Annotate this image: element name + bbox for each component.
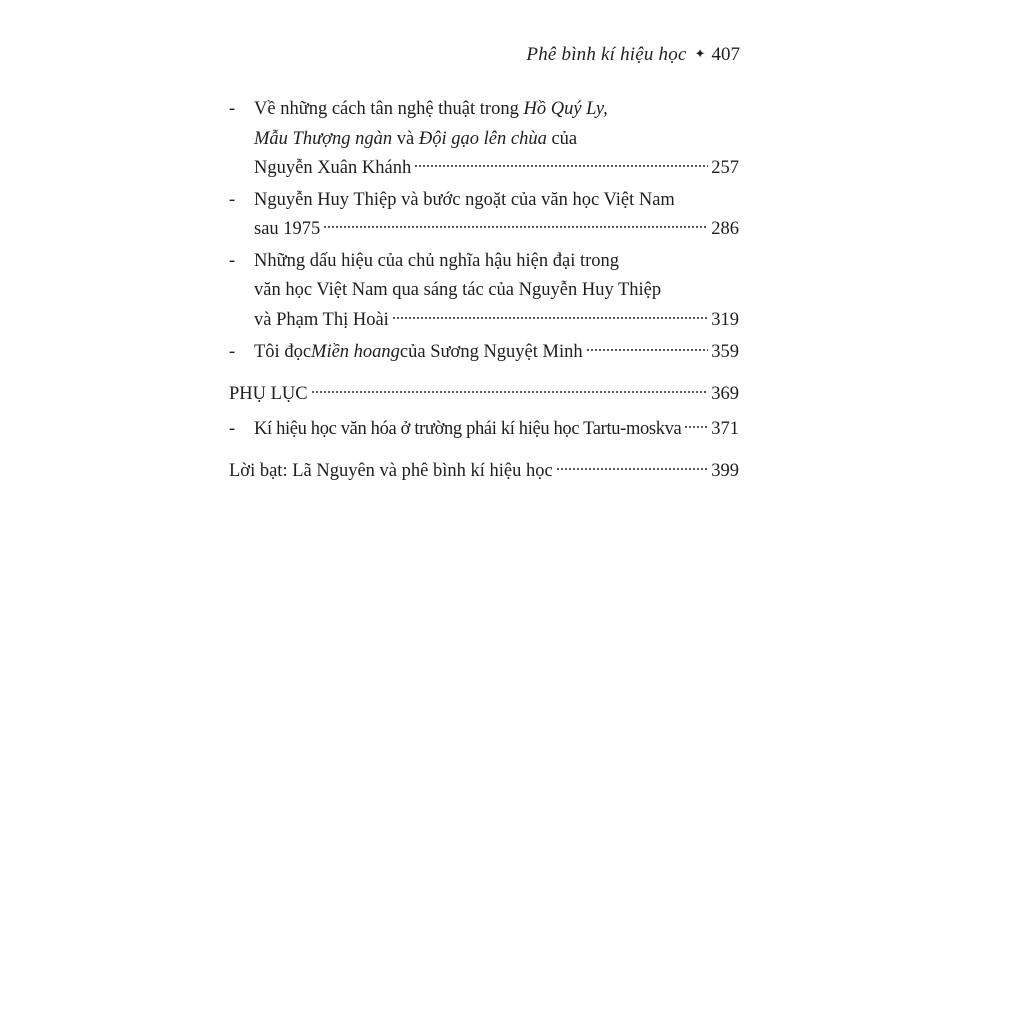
entry-italic-title: Hồ Quý Ly,	[523, 99, 608, 119]
toc-entry	[229, 186, 739, 245]
entry-last-line	[254, 306, 739, 336]
entry-dash: -	[229, 342, 236, 362]
toc-section-entry	[229, 380, 739, 410]
entry-page-number: 257	[711, 158, 739, 178]
entry-text: và	[392, 128, 419, 149]
entry-text: Tôi đọc	[254, 342, 312, 362]
entry-last-line	[254, 338, 739, 368]
entry-italic-title: Miền hoang	[311, 342, 400, 362]
entry-page-number: 399	[711, 460, 739, 481]
entry-dash: -	[229, 99, 236, 119]
entry-text: Kí hiệu học văn hóa ở trường phái kí hiệu học Tartu-moskva	[254, 419, 682, 439]
entry-text: sau 1975	[254, 219, 321, 239]
entry-line	[254, 125, 739, 155]
toc-section-entry	[229, 457, 739, 487]
dot-leader	[586, 347, 709, 353]
entry-text: và Phạm Thị Hoài	[254, 309, 389, 330]
dot-leader	[556, 466, 709, 472]
entry-line: văn học Việt Nam qua sáng tác của Nguyễn Huy Thiệp	[254, 280, 662, 300]
entry-italic-title: Mẫu Thượng ngàn	[254, 128, 393, 149]
entry-page-number: 369	[711, 383, 739, 404]
entry-line: Nguyễn Huy Thiệp và bước ngoặt của văn học Việt Nam	[254, 189, 675, 210]
entry-line: Những dấu hiệu của chủ nghĩa hậu hiện đại trong	[254, 250, 620, 271]
entry-dash: -	[229, 189, 236, 210]
running-head-title: Phê bình kí hiệu học	[526, 44, 687, 65]
entry-last-line	[254, 415, 739, 445]
entry-page-number: 319	[711, 309, 739, 330]
entry-text: Về những cách tân nghệ thuật trong	[254, 99, 524, 119]
entry-line	[254, 95, 739, 125]
ornament-star-icon: ✦	[694, 46, 706, 61]
entry-last-line	[254, 215, 739, 245]
entry-dash: -	[229, 250, 236, 271]
toc-entry	[229, 247, 739, 336]
dot-leader	[684, 424, 708, 430]
entry-page-number: 286	[711, 219, 739, 239]
page-number: 407	[711, 44, 740, 65]
section-title: Lời bạt: Lã Nguyên và phê bình kí hiệu học	[229, 460, 553, 481]
entry-last-line	[254, 154, 739, 184]
entry-italic-title: Đội gạo lên chùa	[418, 128, 547, 149]
entry-text: Nguyễn Xuân Khánh	[254, 158, 412, 178]
table-of-contents	[229, 95, 739, 486]
entry-last-line	[229, 380, 739, 410]
running-head	[526, 44, 740, 66]
entry-text: của	[546, 128, 578, 149]
dot-leader	[323, 224, 708, 230]
toc-entry	[229, 415, 739, 445]
dot-leader	[311, 389, 709, 395]
entry-page-number: 371	[711, 419, 739, 439]
entry-last-line	[229, 457, 739, 487]
toc-entry	[229, 95, 739, 184]
section-title: PHỤ LỤC	[229, 383, 308, 404]
entry-text: của Sương Nguyệt Minh	[399, 342, 583, 362]
entry-dash: -	[229, 419, 236, 439]
entry-page-number: 359	[711, 342, 739, 362]
toc-entry	[229, 338, 739, 368]
dot-leader	[392, 315, 708, 321]
dot-leader	[414, 163, 708, 169]
